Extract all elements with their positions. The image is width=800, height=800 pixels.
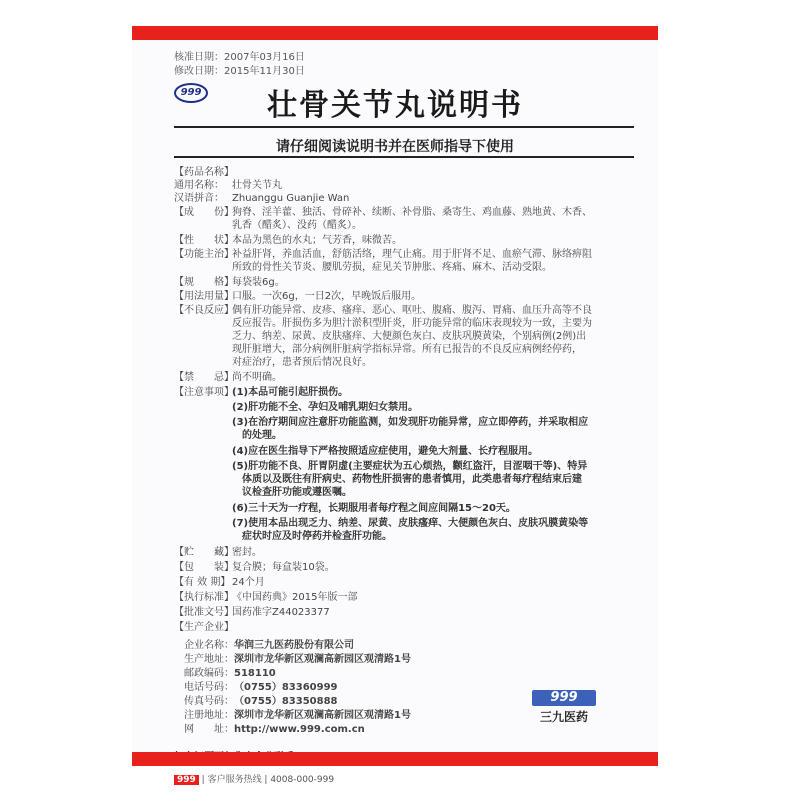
ingredients-line-1: 狗脊、淫羊藿、独活、骨碎补、续断、补骨脂、桑寄生、鸡血藤、熟地黄、木香、 (232, 207, 592, 218)
caution-6: (6)三十天为一疗程，长期服用者每疗程之间应间隔15～20天。 (232, 503, 516, 514)
hotline-brand: 999 (174, 775, 199, 785)
approval-label: 【批准文号】 (174, 607, 234, 618)
ingredients-line-2: 乳香（醋炙）、没药（醋炙）。 (232, 220, 362, 231)
mfg-reg-address-label: 注册地址： (184, 710, 234, 721)
common-name-label: 通用名称： (174, 180, 224, 191)
brand-mark (532, 690, 596, 725)
subtitle: 请仔细阅读说明书并在医师指导下使用 (276, 139, 514, 155)
validity-label: 【有 效 期】 (174, 577, 231, 588)
caution-4: (4)应在医生指导下严格按照适应症使用，避免大剂量、长疗程服用。 (232, 446, 539, 457)
caution-1: (1)本品可能引起肝损伤。 (232, 387, 349, 398)
mfg-website-row (184, 720, 365, 735)
mfg-phone-label: 电话号码： (184, 682, 234, 693)
pinyin-label: 汉语拼音： (174, 193, 224, 204)
manufacturer-label: 【生产企业】 (174, 622, 234, 633)
top-red-band (132, 26, 658, 40)
indication-line-1: 补益肝肾，养血活血，舒筋活络，理气止痛。用于肝肾不足、血瘀气滞、脉络痹阻 (232, 249, 592, 260)
package: 复合膜；每盒装10袋。 (232, 562, 335, 573)
usage-label: 【用法用量】 (174, 291, 234, 302)
mfg-fax-row (184, 692, 338, 707)
mfg-address-label: 生产地址： (184, 654, 234, 665)
adverse-line-1: 偶有肝功能异常、皮疹、瘙痒、恶心、呕吐、腹痛、腹泻、胃痛、血压升高等不良 (232, 305, 592, 316)
adverse-label: 【不良反应】 (174, 305, 234, 316)
usage: 口服。一次6g，一日2次，早晚饭后服用。 (232, 291, 422, 302)
caution-label: 【注意事项】 (174, 387, 234, 398)
mfg-name-label: 企业名称： (184, 640, 234, 651)
leaflet-sheet (132, 26, 658, 785)
caution-3b: 的处理。 (242, 430, 282, 441)
ingredients-label: 【成 份】 (174, 207, 234, 218)
subtitle-divider (174, 156, 634, 158)
mfg-fax-label: 传真号码： (184, 696, 234, 707)
mfg-reg-address: 深圳市龙华新区观澜高新园区观清路1号 (234, 710, 411, 721)
page-title: 壮骨关节丸说明书 (267, 88, 523, 123)
mfg-website-label: 网 址： (184, 724, 234, 735)
mfg-phone: （0755）83360999 (234, 682, 338, 693)
revise-date: 修改日期：2015年11月30日 (174, 66, 305, 77)
character-label: 【性 状】 (174, 235, 234, 246)
adverse-line-5: 对症治疗，患者预后情况良好。 (232, 357, 372, 368)
mfg-website: http://www.999.com.cn (234, 724, 365, 735)
brand-name: 三九医药 (539, 710, 588, 724)
character: 本品为黑色的水丸；气芳香，味微苦。 (232, 235, 402, 246)
mfg-name-row (184, 636, 354, 651)
hotline-bar (174, 772, 334, 785)
mfg-postcode-row (184, 664, 276, 679)
caution-5b: 体质以及既往有肝病史、药物性肝损害的患者慎用，此类患者每疗程结束后建 (242, 474, 582, 485)
standard-label: 【执行标准】 (174, 592, 234, 603)
mfg-address: 深圳市龙华新区观澜高新园区观清路1号 (234, 654, 411, 665)
hotline-text: | 客户服务热线 | 4008-000-999 (201, 775, 335, 785)
approval-number: 国药准字Z44023377 (232, 607, 330, 618)
adverse-line-2: 反应报告。肝损伤多为胆汁淤积型肝炎，肝功能异常的临床表现较为一致，主要为 (232, 318, 592, 329)
package-label: 【包 装】 (174, 562, 234, 573)
storage-label: 【贮 藏】 (174, 547, 234, 558)
contra-label: 【禁 忌】 (174, 372, 234, 383)
standard: 《中国药典》2015年版一部 (232, 592, 358, 603)
approve-date: 核准日期：2007年03月16日 (174, 52, 305, 63)
mfg-address-row (184, 650, 411, 665)
brand-999-logo: 999 (532, 690, 596, 706)
common-name: 壮骨关节丸 (232, 180, 282, 191)
drug-name-label: 【药品名称】 (174, 167, 234, 178)
mfg-postcode: 518110 (234, 668, 276, 679)
bottom-red-band (132, 752, 658, 766)
indication-label: 【功能主治】 (174, 249, 234, 260)
mfg-postcode-label: 邮政编码： (184, 668, 234, 679)
caution-5c: 议检查肝功能或遵医嘱。 (242, 487, 352, 498)
caution-2: (2)肝功能不全、孕妇及哺乳期妇女禁用。 (232, 402, 419, 413)
validity: 24个月 (232, 577, 265, 588)
caution-3a: (3)在治疗期间应注意肝功能监测，如发现肝功能异常，应立即停药，并采取相应 (232, 417, 589, 428)
mfg-name: 华润三九医药股份有限公司 (234, 640, 354, 651)
caution-7b: 症状时应及时停药并检查肝功能。 (242, 531, 392, 542)
spec-label: 【规 格】 (174, 277, 234, 288)
caution-5a: (5)肝功能不良、肝胃阴虚(主要症状为五心烦热，颧红盗汗，目涩咽干等)、特异 (232, 461, 588, 472)
pinyin: Zhuanggu Guanjie Wan (232, 193, 350, 204)
indication-line-2: 所致的骨性关节炎、腰肌劳损，症见关节肿胀、疼痛、麻木、活动受限。 (232, 262, 552, 273)
adverse-line-4: 现肝脏增大，部分病例肝脏病学指标异常。所有已报告的不良反应病例经停药， (232, 344, 582, 355)
mfg-reg-address-row (184, 706, 411, 721)
storage: 密封。 (232, 547, 262, 558)
mfg-phone-row (184, 678, 338, 693)
spec: 每袋装6g。 (232, 277, 285, 288)
contra: 尚不明确。 (232, 372, 282, 383)
adverse-line-3: 乏力、纳差、尿黄、皮肤瘙痒、大便颜色灰白、皮肤巩膜黄染，个别病例(2例)出 (232, 331, 587, 342)
mfg-fax: （0755）83350888 (234, 696, 338, 707)
caution-7a: (7)使用本品出现乏力、纳差、尿黄、皮肤瘙痒、大便颜色灰白、皮肤巩膜黄染等 (232, 518, 589, 529)
title-divider (174, 126, 634, 128)
brand-logo: 999 (174, 83, 208, 103)
